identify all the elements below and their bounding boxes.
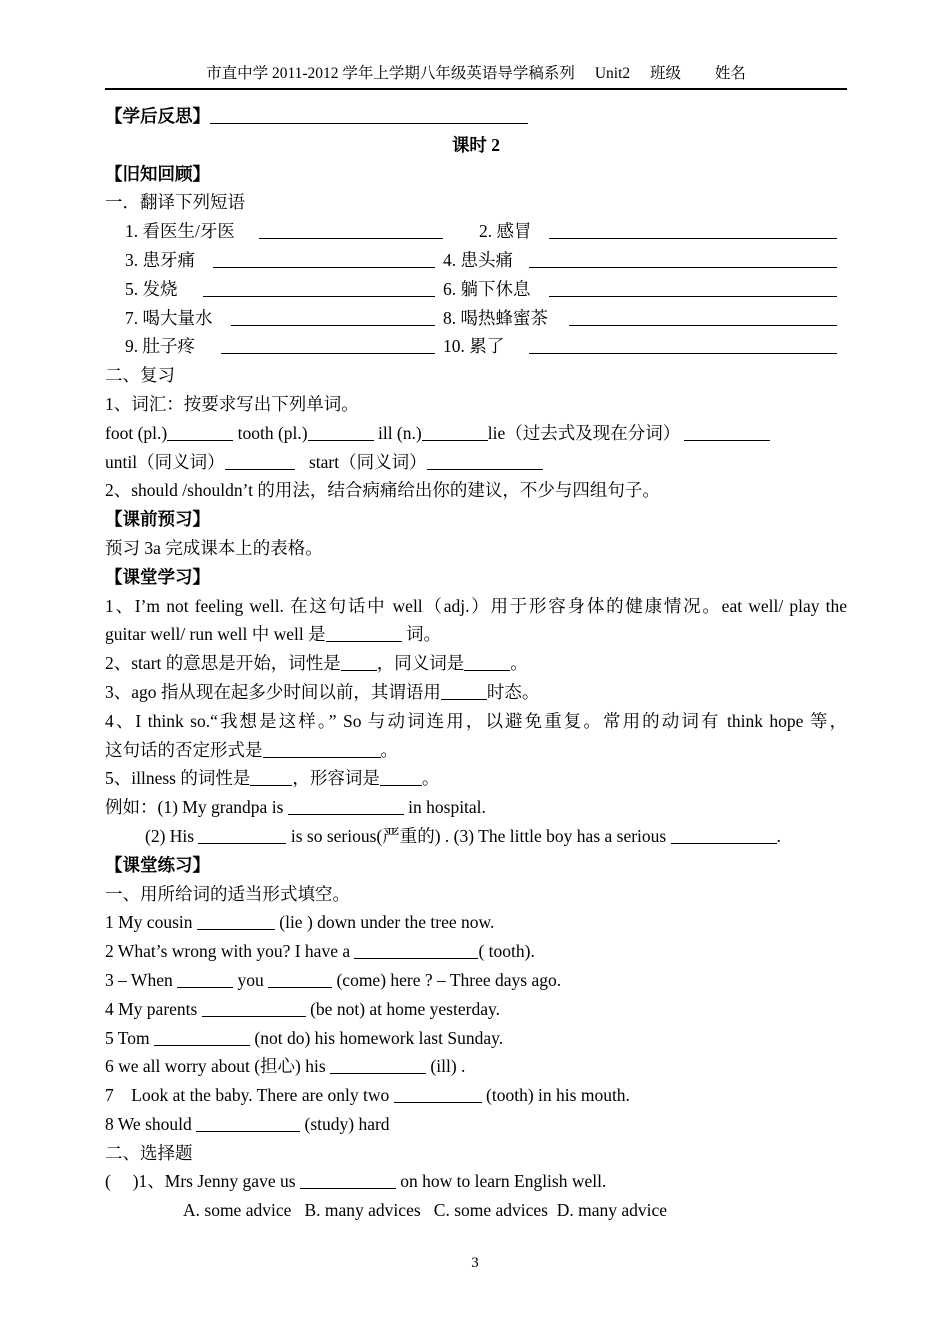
practice-q8: 8 We should (study) hard — [105, 1113, 390, 1134]
answer-blank[interactable] — [250, 767, 292, 786]
classroom-item4-line1: 4、I think so.“我想是这样。” So 与动词连用，以避免重复。常用的动词有 think hope 等， — [105, 710, 847, 731]
vocab-ill: ill (n.) — [377, 422, 422, 443]
answer-blank[interactable] — [354, 940, 478, 959]
answer-blank[interactable] — [288, 796, 404, 815]
answer-blank[interactable] — [330, 1055, 426, 1074]
header-school: 市直中学 2011-2012 学年上学期八年级英语导学稿系列 — [206, 65, 575, 82]
vocab-blank[interactable] — [225, 451, 295, 470]
practice-q7: 7 Look at the baby. There are only two (tooth) in his mouth. — [105, 1085, 630, 1106]
phrase-left: 7. 喝大量水 — [125, 307, 213, 328]
classroom-item5: 5、illness 的词性是 ，形容词是 。 — [105, 768, 440, 789]
classroom-item2: 2、start 的意思是开始，词性是 ，同义词是 。 — [105, 653, 528, 674]
classroom-example-1: 例如：(1) My grandpa is in hospital. — [105, 797, 486, 818]
practice-q3: 3 – When you (come) here ? – Three days ago. — [105, 969, 562, 990]
worksheet-page — [105, 62, 847, 1225]
vocab-tooth: tooth (pl.) — [237, 422, 308, 443]
vocab-blank[interactable] — [167, 422, 233, 441]
phrase-blank[interactable] — [569, 307, 837, 326]
practice-q2: 2 What’s wrong with you? I have a ( tooth). — [105, 941, 535, 962]
vocab-blank[interactable] — [308, 422, 374, 441]
vocab-row-1 — [105, 419, 847, 448]
reflection-row — [105, 102, 847, 131]
phrase-left: 9. 肚子疼 — [125, 336, 195, 357]
should-item: 2、should /shouldn’t 的用法，结合病痛给出你的建议，不少与四组句子。 — [105, 480, 660, 501]
review-part2-title: 二、复习 — [105, 365, 175, 386]
vocab-start: start（同义词） — [308, 451, 427, 472]
answer-blank[interactable] — [198, 825, 286, 844]
header-unit: Unit2 — [594, 65, 631, 82]
vocab-blank[interactable] — [427, 451, 543, 470]
phrase-row — [105, 275, 847, 304]
phrase-right: 10. 累了 — [443, 336, 505, 357]
phrase-right: 8. 喝热蜂蜜茶 — [443, 307, 548, 328]
classroom-example-2: (2) His is so serious(严重的) . (3) The little boy has a serious . — [145, 825, 781, 846]
answer-blank[interactable] — [441, 681, 487, 700]
reflection-blank[interactable] — [210, 105, 528, 124]
vocab-row-2 — [105, 448, 847, 477]
practice-q4: 4 My parents (be not) at home yesterday. — [105, 998, 500, 1019]
practice-mc1: ( )1、Mrs Jenny gave us on how to learn English well. — [105, 1171, 607, 1192]
phrase-row — [105, 332, 847, 361]
vocab-foot: foot (pl.) — [105, 422, 168, 443]
review-label: 【旧知回顾】 — [105, 163, 210, 184]
preview-text: 预习 3a 完成课本上的表格。 — [105, 537, 323, 558]
classroom-item1-line2: guitar well/ run well 中 well 是 词。 — [105, 624, 442, 645]
page-header — [105, 62, 847, 90]
phrase-left: 5. 发烧 — [125, 278, 178, 299]
phrase-blank[interactable] — [213, 249, 435, 268]
answer-blank[interactable] — [671, 825, 777, 844]
answer-blank[interactable] — [202, 998, 306, 1017]
practice-mc1-options: A. some advice B. many advices C. some advices D. many advice — [183, 1200, 668, 1221]
practice-q5: 5 Tom (not do) his homework last Sunday. — [105, 1027, 504, 1048]
phrase-blank[interactable] — [529, 335, 837, 354]
phrase-blank[interactable] — [549, 220, 837, 239]
answer-blank[interactable] — [177, 969, 233, 988]
vocab-until: until（同义词） — [105, 451, 225, 472]
review-part1-title: 一．翻译下列短语 — [105, 192, 245, 213]
answer-blank[interactable] — [268, 969, 332, 988]
answer-blank[interactable] — [326, 623, 402, 642]
classroom-label: 【课堂学习】 — [105, 566, 210, 587]
vocab-title: 1、词汇：按要求写出下列单词。 — [105, 393, 359, 414]
reflection-label: 【学后反思】 — [105, 106, 210, 126]
practice-q6: 6 we all worry about (担心) his (ill) . — [105, 1056, 466, 1077]
answer-blank[interactable] — [263, 739, 381, 758]
phrase-left: 1. 看医生/牙医 — [125, 221, 235, 242]
practice-label: 【课堂练习】 — [105, 854, 210, 875]
header-name-label: 姓名 — [714, 65, 746, 82]
vocab-blank[interactable] — [684, 422, 770, 441]
answer-blank[interactable] — [394, 1084, 482, 1103]
header-class-label: 班级 — [650, 65, 682, 82]
phrase-right: 2. 感冒 — [479, 221, 532, 242]
classroom-item4-line2: 这句话的否定形式是 。 — [105, 739, 398, 760]
phrase-blank[interactable] — [549, 278, 837, 297]
phrase-blank[interactable] — [259, 220, 443, 239]
practice-part1-title: 一、用所给词的适当形式填空。 — [105, 883, 350, 904]
practice-part2-title: 二、选择题 — [105, 1142, 193, 1163]
answer-blank[interactable] — [154, 1027, 250, 1046]
phrase-blank[interactable] — [221, 335, 435, 354]
answer-blank[interactable] — [464, 652, 510, 671]
answer-blank[interactable] — [197, 911, 275, 930]
preview-label: 【课前预习】 — [105, 509, 210, 530]
phrase-row — [105, 304, 847, 333]
answer-blank[interactable] — [380, 767, 422, 786]
vocab-lie: lie（过去式及现在分词） — [487, 422, 681, 443]
classroom-item3: 3、ago 指从现在起多少时间以前，其谓语用 时态。 — [105, 681, 540, 702]
answer-blank[interactable] — [341, 652, 377, 671]
practice-q1: 1 My cousin (lie ) down under the tree now. — [105, 912, 495, 933]
vocab-blank[interactable] — [422, 422, 488, 441]
phrase-right: 4. 患头痛 — [443, 249, 513, 270]
page-number: 3 — [471, 1255, 479, 1271]
phrase-right: 6. 躺下休息 — [443, 278, 531, 299]
phrase-left: 3. 患牙痛 — [125, 249, 195, 270]
phrase-blank[interactable] — [529, 249, 837, 268]
answer-blank[interactable] — [300, 1170, 396, 1189]
lesson-title: 课时 2 — [451, 134, 501, 155]
phrase-row — [105, 246, 847, 275]
classroom-item1-line1: 1、I’m not feeling well. 在这句话中 well（adj.）用于形容身体的健康情况。eat well/ play the — [105, 595, 847, 616]
phrase-row — [105, 217, 847, 246]
answer-blank[interactable] — [196, 1113, 300, 1132]
phrase-blank[interactable] — [203, 278, 435, 297]
phrase-blank[interactable] — [231, 307, 435, 326]
